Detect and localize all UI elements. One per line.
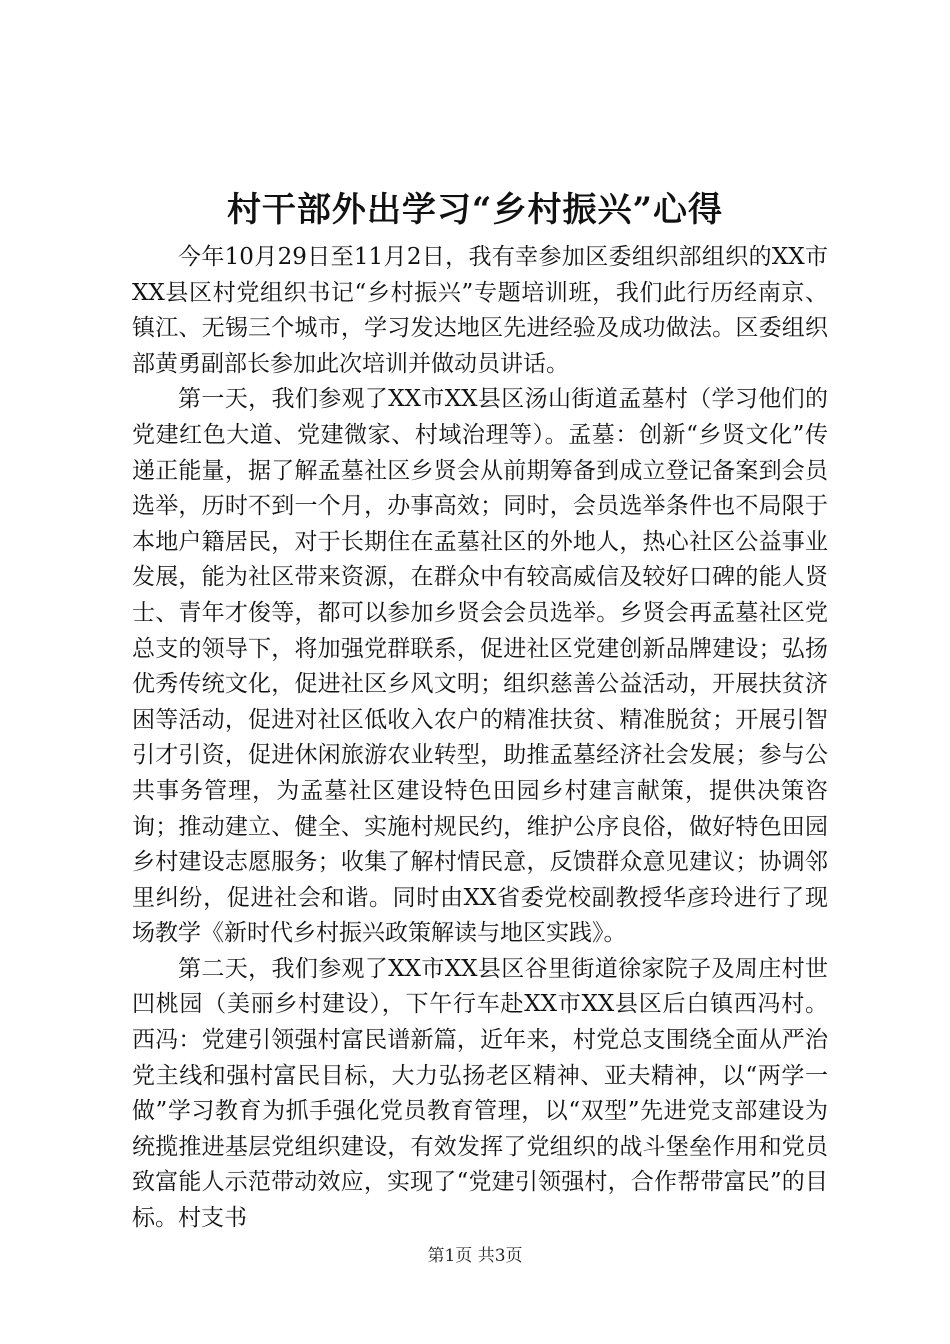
paragraph-3: 第二天，我们参观了XX市XX县区谷里街道徐家院子及周庄村世凹桃园（美丽乡村建设），下午行车赴XX市XX县区后白镇西冯村。西冯：党建引领强村富民谱新篇，近年来，村党总支围绕全面从严治党主线和强村富民目标，大力弘扬老区精神、亚夫精神，以“两学一做”学习教育为抓手强化党员教育管理，以“双型”先进党支部建设为统揽推进基层党组织建设，有效发挥了党组织的战斗堡垒作用和党员致富能人示范带动效应，实现了“党建引领强村，合作帮带富民”的目标。村支书	[132, 955, 828, 1232]
document-body	[132, 240, 828, 1237]
paragraph-1: 今年10月29日至11月2日，我有幸参加区委组织部组织的XX市XX县区村党组织书记“乡村振兴”专题培训班，我们此行历经南京、镇江、无锡三个城市，学习发达地区先进经验及成功做法。区委组织部黄勇副部长参加此次培训并做动员讲话。	[132, 244, 828, 377]
page-footer: 第1页 共3页	[427, 1246, 523, 1266]
paragraph-2: 第一天，我们参观了XX市XX县区汤山街道孟墓村（学习他们的党建红色大道、党建微家、村域治理等）。孟墓：创新“乡贤文化”传递正能量，据了解孟墓社区乡贤会从前期筹备到成立登记备案到会员选举，历时不到一个月，办事高效；同时，会员选举条件也不局限于本地户籍居民，对于长期住在孟墓社区的外地人，热心社区公益事业发展，能为社区带来资源，在群众中有较高威信及较好口碑的能人贤士、青年才俊等，都可以参加乡贤会会员选举。乡贤会再孟墓社区党总支的领导下，将加强党群联系，促进社区党建创新品牌建设；弘扬优秀传统文化，促进社区乡风文明；组织慈善公益活动，开展扶贫济困等活动，促进对社区低收入农户的精准扶贫、精准脱贫；开展引智引才引资，促进休闲旅游农业转型，助推孟墓经济社会发展；参与公共事务管理，为孟墓社区建设特色田园乡村建言献策，提供决策咨询；推动建立、健全、实施村规民约，维护公序良俗，做好特色田园乡村建设志愿服务；收集了解村情民意，反馈群众意见建议；协调邻里纠纷，促进社会和谐。同时由XX省委党校副教授华彦玲进行了现场教学《新时代乡村振兴政策解读与地区实践》。	[132, 386, 828, 947]
document-title: 村干部外出学习“乡村振兴”心得	[226, 190, 724, 230]
